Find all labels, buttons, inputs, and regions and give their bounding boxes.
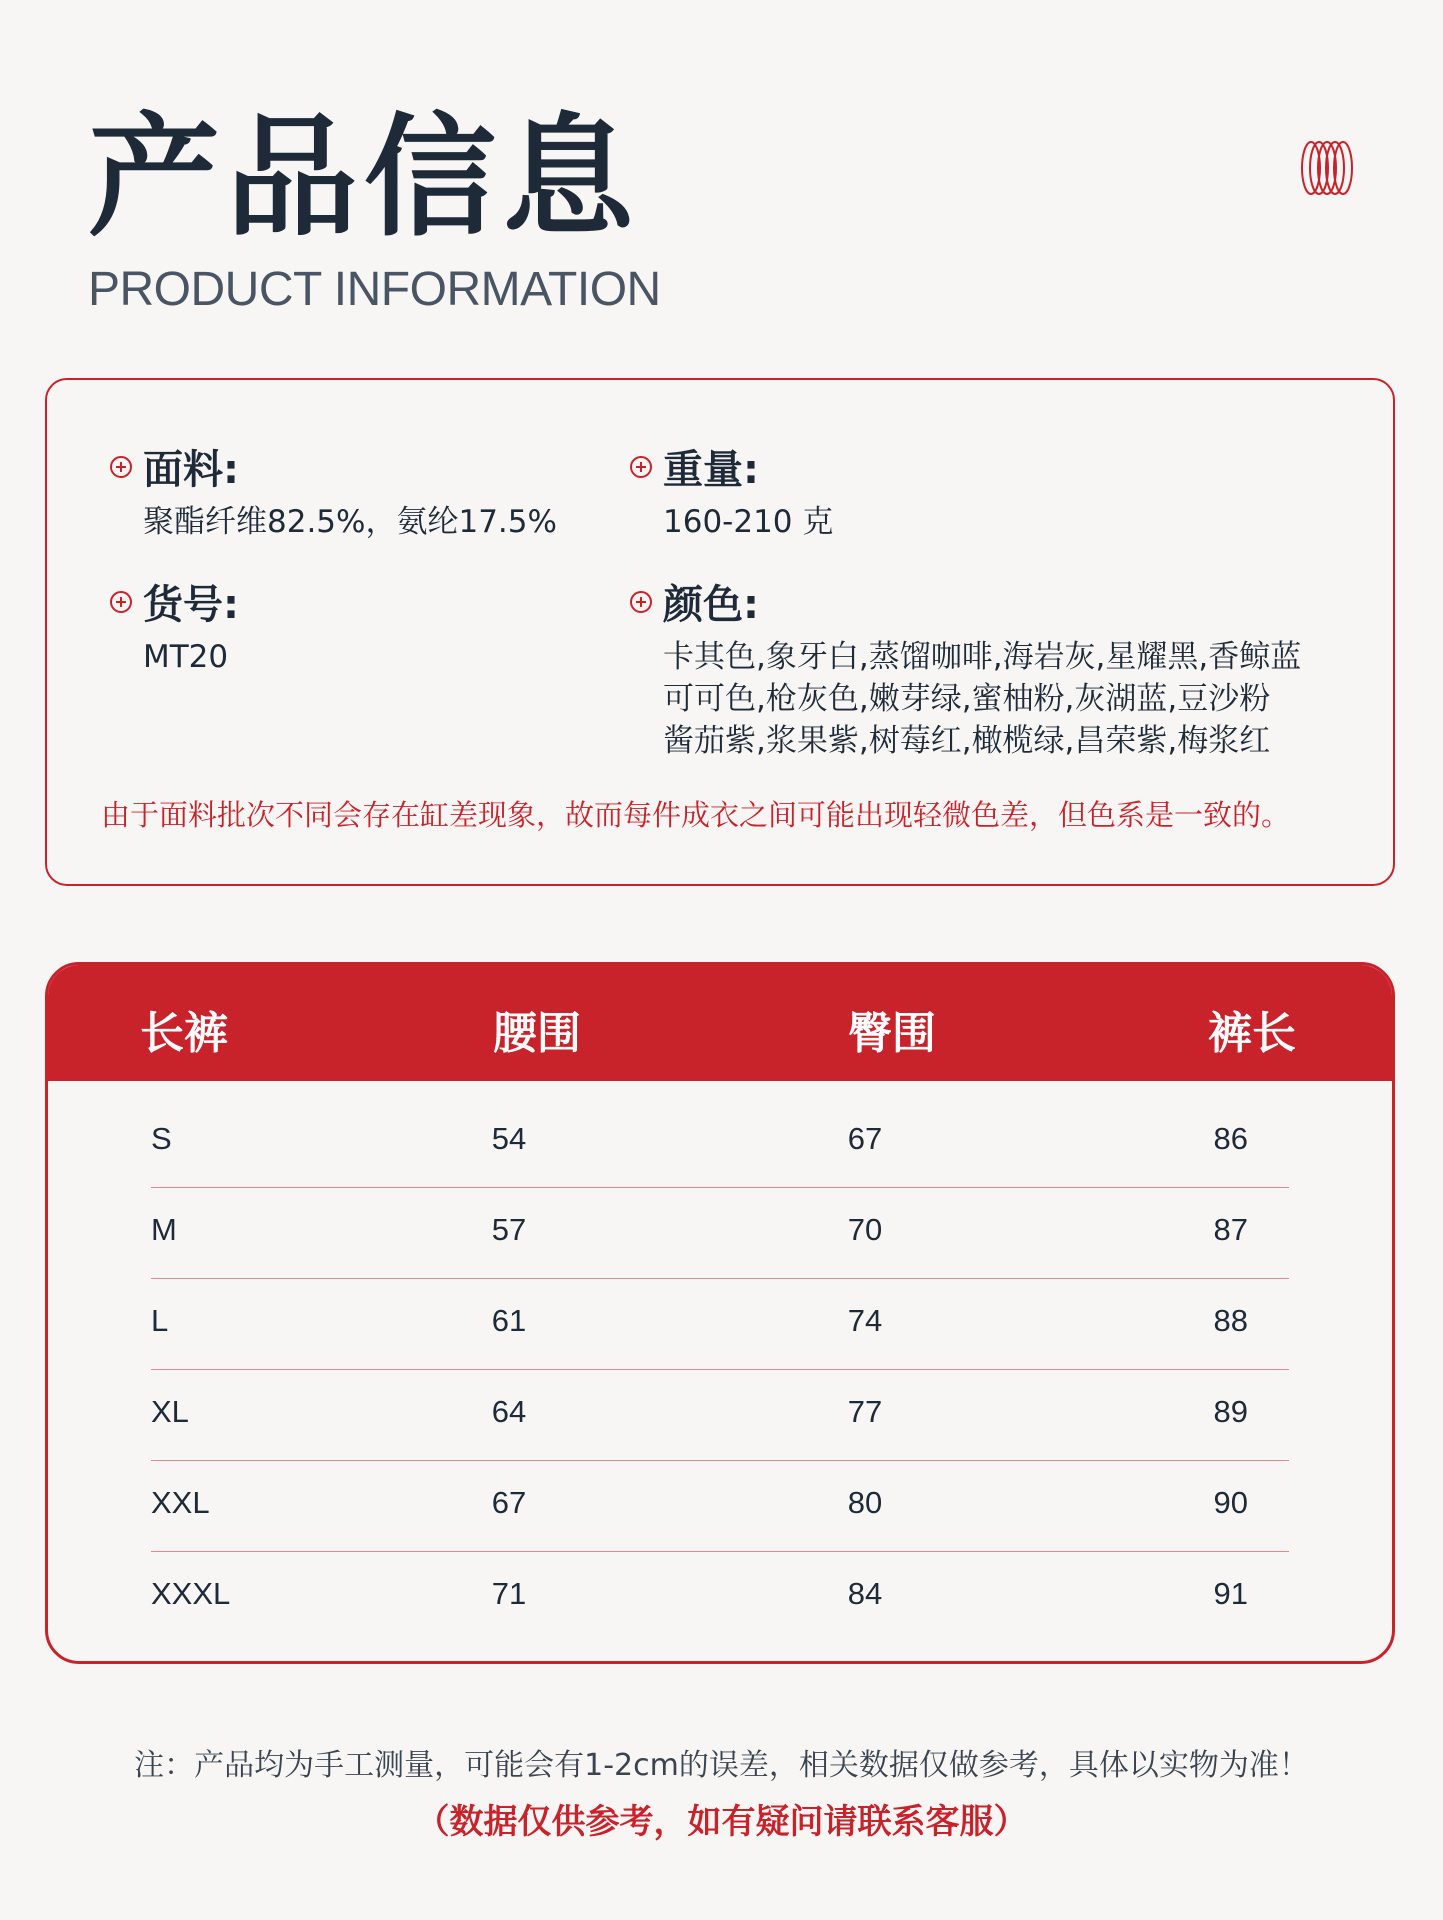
- product-info-box: [45, 378, 1395, 886]
- measurement-note: 注：产品均为手工测量，可能会有1-2cm的误差，相关数据仅做参考，具体以实物为准！: [134, 1748, 1309, 1783]
- size-cell: XXXL: [151, 1576, 231, 1611]
- color-label: 颜色:: [663, 582, 759, 628]
- table-row: [48, 1097, 1392, 1188]
- hip-cell: 80: [847, 1485, 883, 1520]
- hip-cell: 70: [847, 1212, 883, 1247]
- hip-cell: 67: [847, 1121, 883, 1156]
- weight-field: [629, 438, 833, 543]
- length-cell: 88: [1213, 1303, 1248, 1338]
- fabric-label: 面料:: [143, 447, 239, 493]
- length-cell: 86: [1213, 1121, 1248, 1156]
- waist-cell: 54: [491, 1121, 527, 1156]
- waist-cell: 64: [491, 1394, 527, 1429]
- table-row: [48, 1279, 1392, 1370]
- length-cell: 91: [1213, 1576, 1248, 1611]
- item-number-field: [109, 573, 239, 678]
- circle-plus-icon: [109, 590, 133, 614]
- length-cell: 89: [1213, 1394, 1248, 1429]
- size-cell: L: [151, 1303, 169, 1338]
- page-title: 产品信息: [88, 101, 640, 255]
- color-line: 可可色,枪灰色,嫩芽绿,蜜柚粉,灰湖蓝,豆沙粉: [663, 681, 1271, 717]
- table-row: [48, 1188, 1392, 1279]
- waist-cell: 61: [491, 1303, 527, 1338]
- color-variance-note: 由于面料批次不同会存在缸差现象，故而每件成衣之间可能出现轻微色差，但色系是一致的。: [101, 798, 1291, 832]
- waist-cell: 57: [491, 1212, 527, 1247]
- size-table: [45, 962, 1395, 1664]
- circle-plus-icon: [629, 590, 653, 614]
- circle-plus-icon: [109, 455, 133, 479]
- table-row: [48, 1552, 1392, 1643]
- rings-icon: [1296, 138, 1356, 198]
- circle-plus-icon: [629, 455, 653, 479]
- hip-cell: 77: [847, 1394, 883, 1429]
- size-cell: XL: [151, 1394, 189, 1429]
- size-cell: S: [151, 1121, 172, 1156]
- table-row: [48, 1461, 1392, 1552]
- weight-label: 重量:: [663, 447, 759, 493]
- hip-cell: 74: [847, 1303, 883, 1338]
- contact-note: （数据仅供参考，如有疑问请联系客服）: [415, 1802, 1028, 1842]
- page-subtitle: PRODUCT INFORMATION: [88, 263, 661, 316]
- fabric-field: [109, 438, 557, 543]
- color-line: 卡其色,象牙白,蒸馏咖啡,海岩灰,星耀黑,香鲸蓝: [663, 639, 1302, 675]
- color-field: [629, 573, 1301, 762]
- table-row: [48, 1370, 1392, 1461]
- length-cell: 90: [1213, 1485, 1248, 1520]
- size-cell: XXL: [151, 1485, 210, 1520]
- header-cell: 长裤: [140, 1008, 228, 1059]
- weight-value: 160-210 克: [663, 504, 834, 540]
- header-cell: 臀围: [848, 1008, 936, 1059]
- color-line: 酱茄紫,浆果紫,树莓红,橄榄绿,昌荣紫,梅浆红: [663, 723, 1271, 759]
- waist-cell: 71: [491, 1576, 527, 1611]
- item-number-value: MT20: [143, 639, 229, 675]
- header-cell: 腰围: [493, 1008, 581, 1059]
- header-cell: 裤长: [1208, 1008, 1296, 1059]
- length-cell: 87: [1213, 1212, 1248, 1247]
- waist-cell: 67: [491, 1485, 527, 1520]
- color-list: [663, 636, 1301, 762]
- size-cell: M: [151, 1212, 177, 1247]
- fabric-value: 聚酯纤维82.5%，氨纶17.5%: [143, 504, 557, 540]
- item-number-label: 货号:: [143, 582, 239, 628]
- hip-cell: 84: [847, 1576, 883, 1611]
- size-table-header: [48, 965, 1392, 1081]
